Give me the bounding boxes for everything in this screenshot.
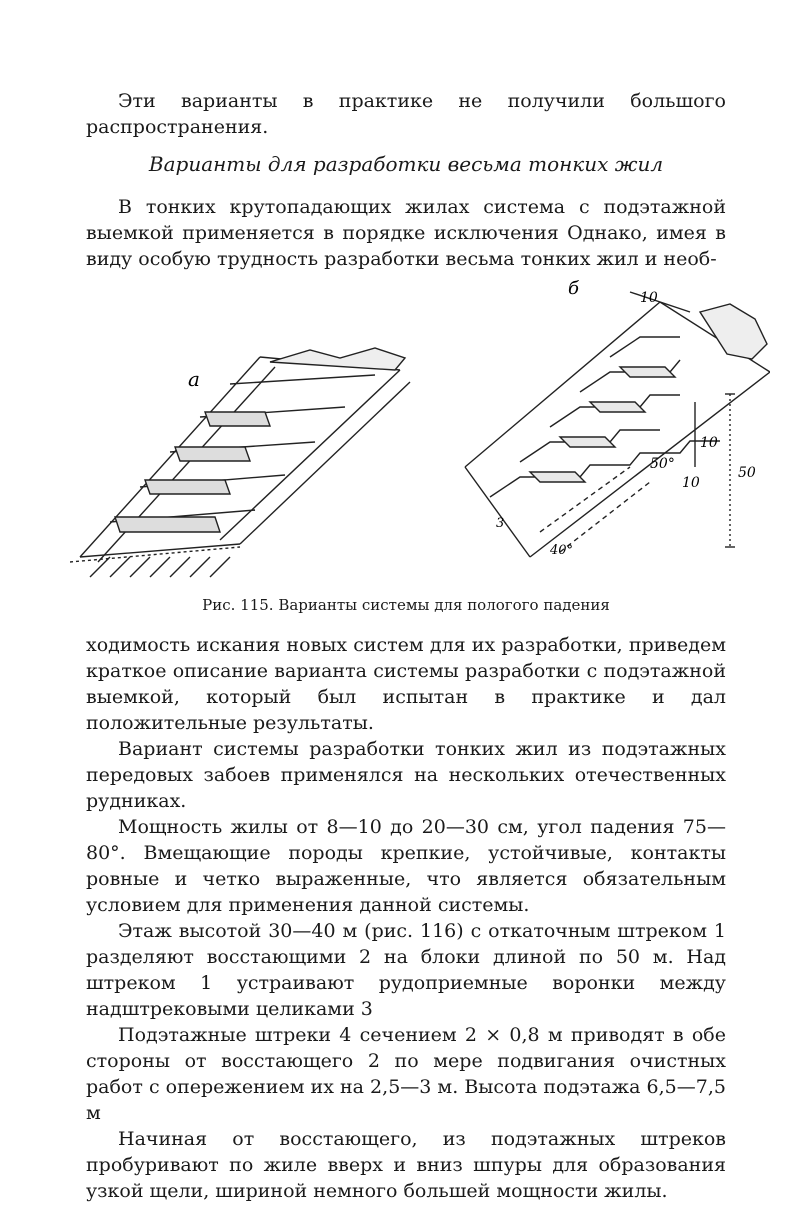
dim-50: 50 (738, 465, 756, 481)
paragraph: Вариант системы разработки тонких жил из подэтажных передовых забоев применялся на нескольких отечественных рудниках. (86, 738, 726, 812)
paragraph: Мощность жилы от 8—10 до 20—30 см, угол падения 75—80°. Вмещающие породы крепкие, устойчивые, контакты ровные и четко выраженные, что является обязательным условием для применения данной системы. (86, 816, 726, 916)
angle-40: 40° (550, 543, 574, 558)
variant-a-drawing (70, 348, 410, 577)
paragraph: В тонких крутопадающих жилах система с подэтажной выемкой применяется в порядке исключения Однако, имея в виду особую трудность разработки весьма тонких жил и необ- (86, 196, 726, 270)
paragraph: Эти варианты в практике не получили большого распространения. (86, 90, 726, 138)
figure-drawing (70, 272, 770, 592)
label-b: б (568, 278, 579, 299)
variant-b-drawing (465, 292, 770, 557)
text-block-main (86, 632, 726, 1204)
dim-10-upper: 10 (700, 435, 718, 451)
dim-10-lower: 10 (682, 475, 700, 491)
angle-50: 50° (650, 456, 675, 472)
paragraph: ходимость искания новых систем для их разработки, приведем краткое описание варианта системы разработки с подэтажной выемкой, который был испытан в практике и дал положительные результаты. (86, 634, 726, 734)
figure-caption: Рис. 115. Варианты системы для пологого падения (202, 596, 610, 614)
label-a: а (188, 367, 200, 391)
dim-top: 10 (640, 290, 658, 306)
text-block-intro (86, 194, 726, 272)
paragraph: Начиная от восстающего, из подэтажных штреков пробуривают по жиле вверх и вниз шпуры для образования узкой щели, шириной немного большей мощности жилы. (86, 1128, 726, 1202)
figure-115 (70, 272, 770, 592)
text-block-top (86, 88, 726, 140)
section-heading: Варианты для разработки весьма тонких жил (148, 152, 664, 176)
paragraph: Этаж высотой 30—40 м (рис. 116) с откаточным штреком 1 разделяют восстающими 2 на блоки длиной по 50 м. Над штреком 1 устраивают рудоприемные воронки между надштрековыми целиками 3 (86, 920, 726, 1020)
label-3: 3 (496, 516, 505, 531)
paragraph: Подэтажные штреки 4 сечением 2 × 0,8 м приводят в обе стороны от восстающего 2 по мере подвигания очистных работ с опережением их на 2,5—3 м. Высота подэтажа 6,5—7,5 м (86, 1024, 726, 1124)
